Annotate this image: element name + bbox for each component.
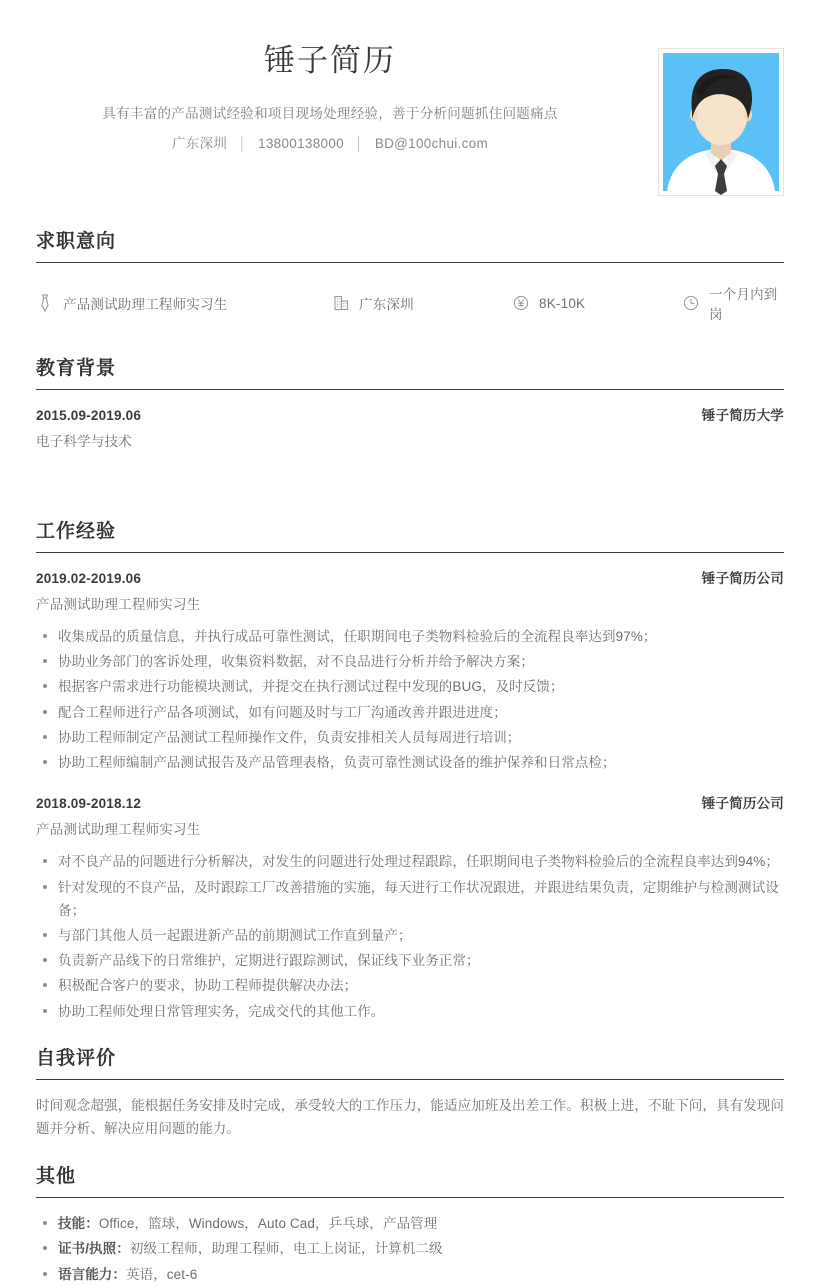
section-evaluation (36, 1043, 784, 1141)
work-entry (36, 567, 784, 774)
intent-position-value: 产品测试助理工程师实习生 (63, 297, 228, 312)
section-divider-evaluation (36, 1079, 784, 1080)
yen-icon (512, 294, 530, 312)
section-title-other: 其他 (36, 1166, 77, 1188)
work-company: 锤子简历公司 (701, 796, 784, 812)
intent-availability-value: 一个月内到岗 (709, 287, 778, 322)
other-value-skills: Office，篮球，Windows，Auto Cad，乒乓球，产品管理 (98, 1216, 438, 1232)
work-position: 产品测试助理工程师实习生 (36, 822, 201, 838)
section-other (36, 1161, 784, 1286)
page-title: 锤子简历 (264, 43, 396, 78)
other-label-skills: 技能： (58, 1216, 99, 1232)
work-company: 锤子简历公司 (701, 571, 784, 586)
section-title-evaluation: 自我评价 (36, 1047, 117, 1069)
clock-icon (682, 294, 700, 312)
contact-phone: 13800138000 (258, 135, 344, 151)
other-list (36, 1212, 784, 1286)
other-label-language: 语言能力： (58, 1266, 126, 1282)
contact-line (36, 132, 624, 156)
contact-email: BD@100chui.com (374, 135, 489, 151)
list-item: 对不良产品的问题进行分析解决，对发生的问题进行处理过程跟踪，任职期间电子类物料检验后的全流程良率达到94%； (36, 850, 784, 873)
education-school: 锤子简历大学 (701, 408, 784, 423)
list-item: 针对发现的不良产品，及时跟踪工厂改善措施的实施，每天进行工作状况跟进，并跟进结果负责，定期维护与检测测试设备； (36, 876, 784, 922)
intent-row (36, 277, 784, 333)
intent-salary-value: 8K-10K (539, 295, 586, 311)
section-title-work: 工作经验 (36, 521, 117, 542)
contact-location: 广东深圳 (171, 135, 228, 151)
contact-separator-2: │ (355, 135, 364, 151)
section-intent (36, 226, 784, 333)
building-icon (332, 294, 350, 312)
list-item: 根据客户需求进行功能模块测试，并提交在执行测试过程中发现的BUG，及时反馈； (36, 675, 784, 698)
work-bullet-list (36, 850, 784, 1023)
section-work (36, 516, 784, 1023)
intent-location-value: 广东深圳 (359, 297, 414, 312)
list-item: 协助工程师编制产品测试报告及产品管理表格，负责可靠性测试设备的维护保养和日常点检； (36, 751, 784, 774)
list-item: 负责新产品线下的日常维护，定期进行跟踪测试，保证线下业务正常； (36, 949, 784, 972)
list-item: 与部门其他人员一起跟进新产品的前期测试工作直到量产； (36, 924, 784, 947)
education-major: 电子科学与技术 (36, 434, 132, 449)
work-date: 2018.09-2018.12 (36, 796, 142, 812)
section-title-intent: 求职意向 (36, 231, 117, 252)
other-label-certificates: 证书/执照： (58, 1241, 130, 1257)
work-position: 产品测试助理工程师实习生 (36, 597, 201, 612)
other-value-certificates: 初级工程师，助理工程师，电工上岗证，计算机二级 (129, 1241, 443, 1257)
list-item: 配合工程师进行产品各项测试，如有问题及时与工厂沟通改善并跟进进度； (36, 701, 784, 724)
work-bullet-list (36, 625, 784, 774)
resume-header (36, 0, 784, 206)
section-divider-work (36, 552, 784, 553)
work-entry (36, 792, 784, 1023)
work-entry-spacer (36, 776, 784, 792)
contact-separator-1: │ (238, 135, 247, 151)
section-divider-intent (36, 262, 784, 263)
header-tagline: 具有丰富的产品测试经验和项目现场处理经验，善于分析问题抓住问题痛点 (102, 105, 558, 121)
section-divider-other (36, 1197, 784, 1198)
intent-item-salary (512, 294, 682, 312)
education-spacer (36, 452, 784, 496)
avatar-frame (658, 48, 784, 196)
work-entry-head (36, 567, 784, 587)
avatar (663, 53, 779, 191)
section-title-education: 教育背景 (36, 358, 117, 379)
list-item: 收集成品的质量信息，并执行成品可靠性测试，任职期间电子类物料检验后的全流程良率达到97%； (36, 625, 784, 648)
intent-item-availability (682, 283, 784, 323)
list-item (36, 1212, 784, 1235)
section-divider-education (36, 389, 784, 390)
work-entry-head (36, 792, 784, 812)
list-item (36, 1237, 784, 1260)
list-item (36, 1263, 784, 1286)
education-date: 2015.09-2019.06 (36, 408, 142, 423)
section-education (36, 353, 784, 496)
list-item: 协助工程师制定产品测试工程师操作文件，负责安排相关人员每周进行培训； (36, 726, 784, 749)
list-item: 积极配合客户的要求，协助工程师提供解决办法； (36, 974, 784, 997)
work-date: 2019.02-2019.06 (36, 571, 142, 586)
avatar-illustration (663, 53, 779, 191)
other-value-language: 英语，cet-6 (126, 1266, 198, 1282)
education-entry (36, 404, 784, 450)
tie-icon (36, 294, 54, 312)
intent-item-position (36, 293, 332, 313)
intent-item-location (332, 293, 512, 313)
evaluation-text: 时间观念超强，能根据任务安排及时完成，承受较大的工作压力，能适应加班及出差工作。积极上进，不耻下问，具有发现问题并分析、解决应用问题的能力。 (36, 1097, 784, 1137)
list-item: 协助业务部门的客诉处理，收集资料数据，对不良品进行分析并给予解决方案； (36, 650, 784, 673)
education-entry-head (36, 404, 784, 424)
list-item: 协助工程师处理日常管理实务，完成交代的其他工作。 (36, 1000, 784, 1023)
